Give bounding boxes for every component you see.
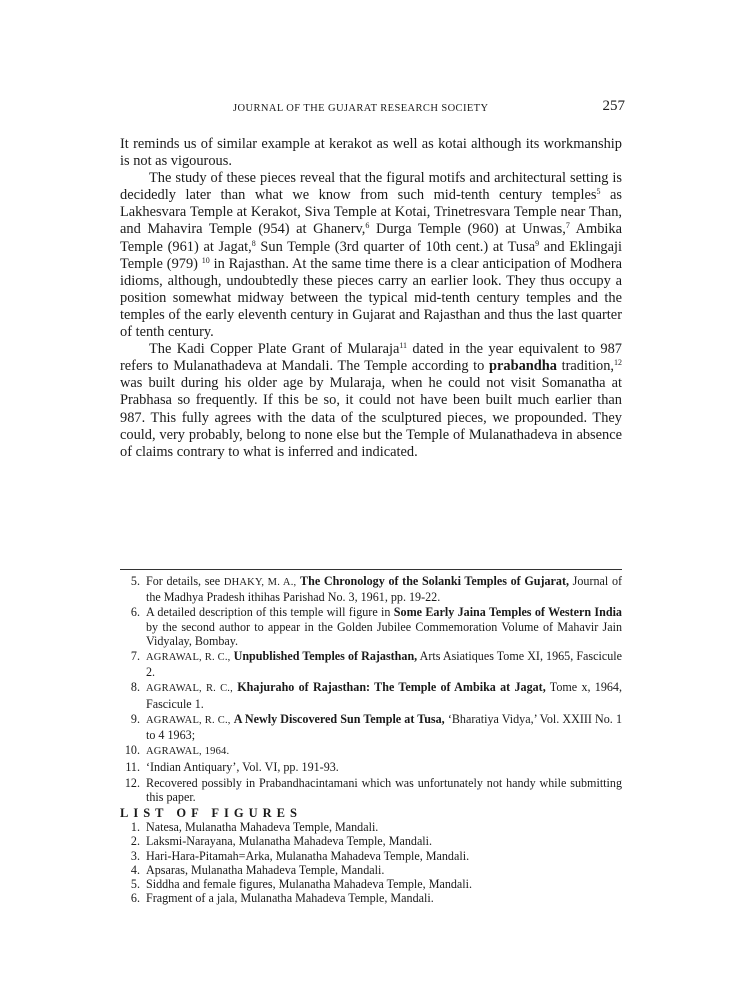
text-run: ‘Bharatiya Vidya,’ Vol. XXIII No. 1 to 4 1963; [146, 711, 622, 743]
paragraph-3 [120, 341, 622, 461]
text-run: and Eklingaji Temple (979) [120, 238, 622, 272]
text-run: dated in the year equivalent to 987 refers to Mulanathadeva at Mandali. The Temple according to [120, 341, 622, 375]
footnote-ref: 5 [596, 187, 601, 197]
text-run: A detailed description of this temple will figure in [146, 605, 394, 620]
text-run: Tome x, 1964, Fascicule 1. [146, 680, 622, 711]
author-name: AGRAWAL, R. C., [146, 714, 231, 726]
figure-item [120, 849, 622, 863]
footnote-number: 9. [130, 711, 140, 726]
footnote-number: 7. [130, 649, 140, 664]
bold-term: A Newly Discovered Sun Temple at Tusa, [233, 711, 445, 726]
figure-caption: Siddha and female figures, Mulanatha Mahadeva Temple, Mandali. [146, 877, 473, 892]
figure-caption: Fragment of a jala, Mulanatha Mahadeva Temple, Mandali. [146, 891, 434, 906]
footnote-number: 8. [130, 680, 140, 695]
figure-number: 4. [130, 862, 140, 877]
footnote-ref: 8 [251, 238, 256, 248]
footnotes-section [120, 574, 622, 905]
footnote-number: 10. [124, 743, 140, 758]
running-head [120, 100, 625, 122]
author-name: DHAKY, M. A., [223, 577, 297, 588]
footnote-number: 5. [130, 574, 140, 588]
footnote-item [120, 712, 622, 742]
footnote-item [120, 776, 622, 804]
footnote-item [120, 574, 622, 604]
figure-item [120, 877, 622, 891]
footnote-ref: 6 [365, 221, 370, 231]
text-run: For details, see [146, 574, 224, 588]
text-run: ‘Indian Antiquary’, Vol. VI, pp. 191-93. [146, 760, 339, 775]
bold-term: The Chronology of the Solanki Temples of Gujarat, [300, 574, 570, 588]
paragraph-2 [120, 170, 622, 341]
footnote-item [120, 605, 622, 648]
figure-number: 2. [130, 834, 140, 849]
figure-item [120, 834, 622, 848]
author-name: AGRAWAL, 1964. [146, 746, 230, 758]
page-number: 257 [602, 98, 625, 114]
footnote-divider [120, 569, 622, 570]
bold-term: Khajuraho of Rajasthan: The Temple of Ambika at Jagat, [237, 680, 546, 695]
bold-term: Unpublished Temples of Rajasthan, [233, 649, 418, 664]
footnote-item [120, 680, 622, 710]
text-run: Arts Asiatiques Tome XI, 1965, Fascicule 2. [146, 649, 622, 680]
text-run: The study of these pieces reveal that the figural motifs and architectural setting is decidedly later than what we know from such mid-tenth century temples [120, 170, 622, 204]
text-run: Durga Temple (960) at Unwas, [369, 221, 566, 238]
figure-caption: Laksmi-Narayana, Mulanatha Mahadeva Temple, Mandali. [146, 834, 433, 849]
footnote-ref: 12 [614, 358, 622, 368]
figure-item [120, 891, 622, 905]
text-run: in Rajasthan. At the same time there is a clear anticipation of Modhera idioms, although, undoubtedly these pieces carry an earlier look. They thus occupy a position somewhat midway between the typical mid-tenth century temples and the temples of the early eleventh century in Gujarat and Rajasthan and thus the last quarter of tenth century. [120, 255, 622, 341]
figure-number: 3. [130, 848, 140, 863]
footnote-number: 12. [124, 775, 140, 790]
figure-caption: Natesa, Mulanatha Mahadeva Temple, Mandali. [146, 820, 379, 835]
text-run: The Kadi Copper Plate Grant of Mularaja [149, 341, 400, 358]
text-run: tradition, [557, 358, 614, 375]
figure-number: 1. [130, 820, 140, 835]
figure-number: 5. [130, 877, 140, 892]
figure-list [120, 820, 622, 905]
text-run: Ambika Temple (961) at Jagat, [120, 221, 622, 255]
text-run: Sun Temple (3rd quarter of 10th cent.) at Tusa [255, 238, 536, 255]
text-run: as Lakhesvara Temple at Kerakot, Siva Temple at Kotai, Trinetresvara Temple near Than, and Mahavira Temple (954) at Ghanerv, [120, 187, 622, 238]
footnote-ref: 10 [201, 255, 210, 265]
text-run: Journal of the Madhya Pradesh ithihas Parishad No. 3, 1961, pp. 19-22. [146, 574, 623, 605]
footnote-item [120, 760, 622, 774]
paragraph-2-text [120, 170, 622, 340]
footnote-ref: 9 [535, 238, 540, 248]
figure-item [120, 863, 622, 877]
footnote-item [120, 743, 622, 759]
body-text [120, 136, 622, 461]
figure-caption: Apsaras, Mulanatha Mahadeva Temple, Mandali. [146, 862, 385, 877]
footnote-item [120, 649, 622, 679]
bold-term: Some Early Jaina Temples of Western India [393, 605, 622, 620]
footnote-number: 6. [130, 605, 140, 620]
figures-heading: LIST OF FIGURES [120, 806, 302, 821]
figure-item [120, 820, 622, 834]
figure-caption: Hari-Hara-Pitamah=Arka, Mulanatha Mahadeva Temple, Mandali. [146, 848, 470, 863]
author-name: AGRAWAL, R. C., [146, 683, 233, 695]
figure-number: 6. [130, 891, 140, 906]
text-run: was built during his older age by Mularaja, when he could not visit Somanatha at Prabhasa so frequently. If this be so, it could not have been built much earlier than 987. This fully agrees with the data of the sculptured pieces, we propounded. They could, very probably, belong to none else but the Temple of Mulanathadeva in absence of claims contrary to what is inferred and indicated. [120, 375, 622, 460]
footnote-list [120, 574, 622, 804]
journal-title: JOURNAL OF THE GUJARAT RESEARCH SOCIETY [233, 103, 489, 114]
text-run: Recovered possibly in Prabandhacintamani which was unfortunately not handy while submitting this paper. [146, 775, 622, 804]
footnote-ref: 11 [399, 341, 408, 351]
footnote-number: 11. [125, 760, 140, 775]
text-run: by the second author to appear in the Golden Jubilee Commemoration Volume of Mahavir Jain Vidyalay, Bombay. [146, 619, 622, 648]
author-name: AGRAWAL, R. C., [146, 652, 231, 664]
paragraph-1: It reminds us of similar example at kerakot as well as kotai although its workmanship is not as vigourous. [120, 136, 622, 170]
paragraph-3-text [120, 341, 622, 460]
bold-term: prabandha [489, 358, 557, 375]
footnote-ref: 7 [565, 221, 570, 231]
